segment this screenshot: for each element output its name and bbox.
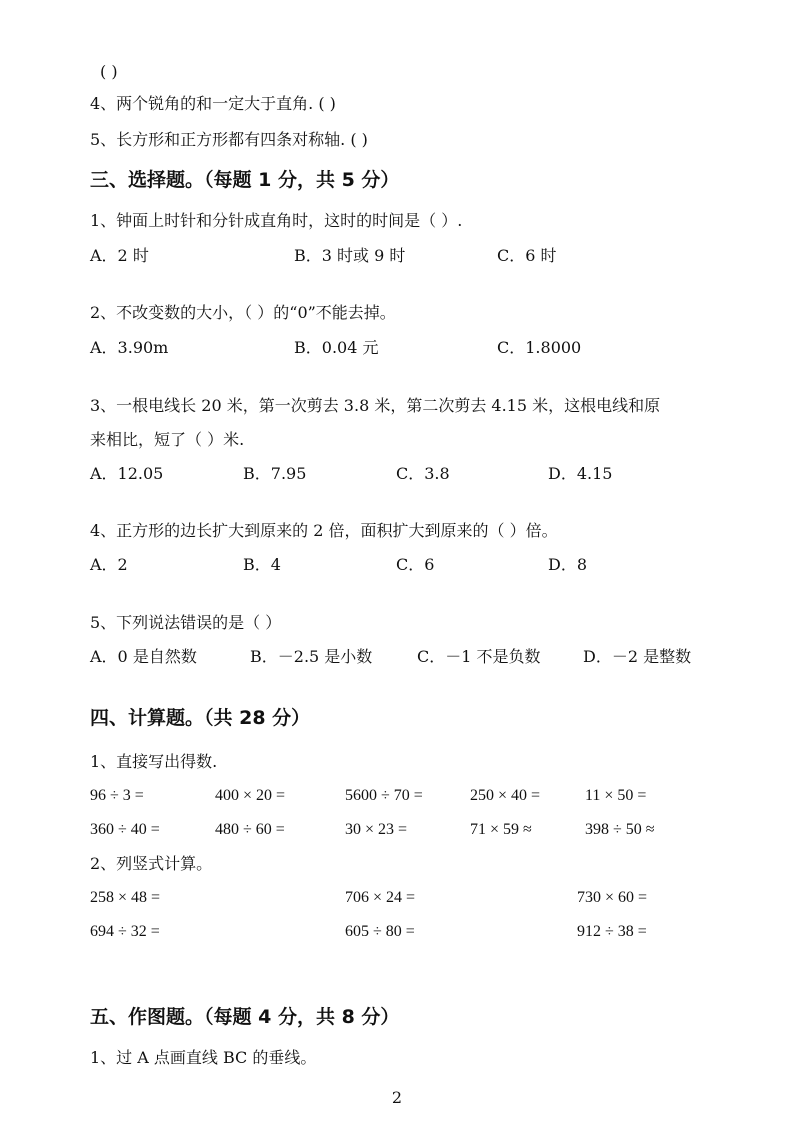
question-text: 2、不改变数的大小，（ ）的“0”不能去掉。 [90,303,396,322]
calc-item: 30 × 23 = [345,821,408,838]
calc-item: 730 × 60 = [577,889,648,906]
option-b[interactable]: B．－2.5 是小数 [250,647,373,666]
sub-question-label: 1、过 A 点画直线 BC 的垂线。 [90,1048,317,1067]
question-text: 1、钟面上时针和分针成直角时，这时的时间是（ ）. [90,211,463,230]
calc-item: 480 ÷ 60 = [215,821,285,838]
option-c[interactable]: C．6 时 [497,246,557,265]
calc-item: 11 × 50 = [585,787,647,804]
question-text: 5、下列说法错误的是（ ） [90,613,282,632]
calc-item: 250 × 40 = [470,787,541,804]
option-a[interactable]: A．2 [90,555,128,574]
sub-question-label: 1、直接写出得数. [90,752,218,771]
option-c[interactable]: C．6 [396,555,435,574]
tf-item-5: 5、长方形和正方形都有四条对称轴. ( ) [90,130,368,149]
section-title-drawing: 五、作图题。（每题 4 分，共 8 分） [90,1006,400,1028]
section-title-choice: 三、选择题。（每题 1 分，共 5 分） [90,169,400,191]
calc-item: 400 × 20 = [215,787,286,804]
option-a[interactable]: A．12.05 [90,464,164,483]
tf-item-4: 4、两个锐角的和一定大于直角. ( ) [90,94,336,113]
option-a[interactable]: A．0 是自然数 [90,647,197,666]
page-number: 2 [391,1088,403,1107]
calc-item: 360 ÷ 40 = [90,821,160,838]
question-text-cont: 来相比，短了（ ）米. [90,430,245,449]
option-d[interactable]: D．－2 是整数 [583,647,692,666]
calc-item: 258 × 48 = [90,889,161,906]
calc-item: 5600 ÷ 70 = [345,787,423,804]
option-b[interactable]: B．3 时或 9 时 [294,246,406,265]
option-c[interactable]: C．1.8000 [497,338,582,357]
option-c[interactable]: C．3.8 [396,464,450,483]
sub-question-label: 2、列竖式计算。 [90,854,213,873]
calc-item: 912 ÷ 38 = [577,923,647,940]
option-b[interactable]: B．7.95 [243,464,307,483]
option-d[interactable]: D．4.15 [548,464,613,483]
question-text: 3、一根电线长 20 米，第一次剪去 3.8 米，第二次剪去 4.15 米，这根电线和原 [90,396,661,415]
calc-item: 96 ÷ 3 = [90,787,144,804]
calc-item: 71 × 59 ≈ [470,821,532,838]
answer-bracket[interactable]: ( ) [100,62,118,81]
option-b[interactable]: B．4 [243,555,281,574]
calc-item: 605 ÷ 80 = [345,923,415,940]
option-a[interactable]: A．2 时 [90,246,149,265]
option-b[interactable]: B．0.04 元 [294,338,379,357]
question-text: 4、正方形的边长扩大到原来的 2 倍，面积扩大到原来的（ ）倍。 [90,521,558,540]
option-d[interactable]: D．8 [548,555,588,574]
section-title-calculation: 四、计算题。（共 28 分） [90,707,311,729]
option-a[interactable]: A．3.90m [90,338,169,357]
calc-item: 706 × 24 = [345,889,416,906]
calc-item: 398 ÷ 50 ≈ [585,821,655,838]
option-c[interactable]: C．－1 不是负数 [417,647,541,666]
calc-item: 694 ÷ 32 = [90,923,160,940]
